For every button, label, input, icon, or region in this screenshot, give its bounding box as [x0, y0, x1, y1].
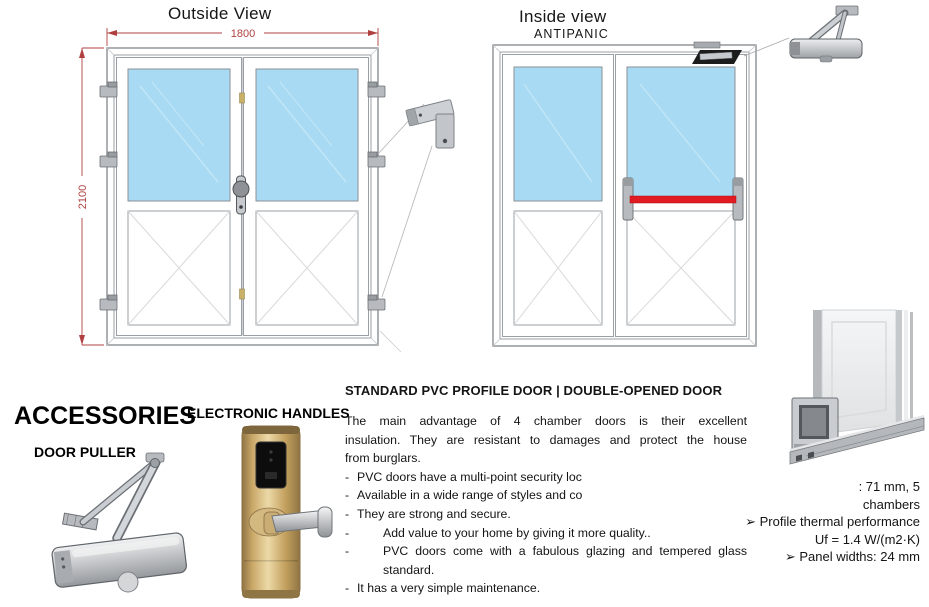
bullet-dash: -	[345, 506, 350, 521]
bullet-text: It has a very simple maintenance.	[357, 581, 541, 596]
bullet-item	[345, 542, 747, 561]
description-heading: STANDARD PVC PROFILE DOOR | DOUBLE-OPENED DOOR	[345, 383, 723, 398]
door-puller-label: DOOR PULLER	[34, 444, 136, 460]
spec-line: chambers	[862, 496, 920, 512]
bullet-text: PVC doors have a multi-point security loc	[357, 469, 582, 484]
door-closer-render	[790, 6, 862, 62]
inside-view-title: Inside view	[519, 7, 607, 26]
bullet-text: Add value to your home by giving it more quality..	[383, 525, 651, 540]
width-dimension-label: 1800	[230, 28, 256, 40]
electronic-handles-label: ELECTRONIC HANDLES	[187, 405, 350, 421]
spec-line: ➢ Profile thermal performance	[745, 514, 920, 530]
bullet-text: They are strong and secure.	[357, 506, 511, 521]
spec-line: : 71 mm, 5	[858, 479, 920, 494]
bullet-item	[345, 486, 747, 505]
accessories-title: ACCESSORIES	[14, 402, 196, 430]
bullet-continuation: standard.	[383, 562, 435, 577]
bullet-text: Available in a wide range of styles and co	[357, 488, 583, 503]
antipanic-label: ANTIPANIC	[534, 27, 609, 41]
bullet-text: PVC doors come with a fabulous glazing and tempered glass	[383, 544, 747, 559]
bullet-dash: -	[345, 488, 350, 503]
bullet-dash: -	[345, 525, 350, 540]
outside-right-leaf	[244, 58, 369, 336]
bullet-dash: -	[345, 544, 350, 559]
paragraph-line: The main advantage of 4 chamber doors is their excellent	[345, 414, 747, 428]
outside-left-leaf	[117, 58, 242, 336]
inside-right-leaf	[616, 55, 747, 337]
spec-line: ➢ Panel widths: 24 mm	[784, 549, 920, 565]
bullet-dash: -	[345, 581, 350, 596]
bullet-item	[345, 524, 747, 543]
inside-left-leaf	[503, 55, 614, 337]
profile-cross-section-image	[786, 306, 929, 476]
bullet-item	[345, 468, 747, 487]
bullet-item	[345, 505, 747, 524]
hinge-render	[379, 99, 454, 352]
outside-view-title: Outside View	[168, 4, 272, 23]
bullet-dash: -	[345, 469, 350, 484]
inside-door-drawing	[493, 38, 789, 346]
paragraph-line: insulation. They are resistant to damages and protect the house	[345, 432, 747, 447]
height-dimension-label: 2100	[77, 184, 89, 210]
specs-block	[700, 478, 920, 566]
outside-door-drawing	[100, 48, 385, 345]
bullet-item	[345, 579, 747, 598]
paragraph-line: from burglars.	[345, 451, 421, 466]
electronic-handle-image	[206, 420, 334, 607]
door-puller-image	[25, 448, 193, 606]
description-block	[345, 383, 747, 598]
spec-line: Uf = 1.4 W/(m2·K)	[814, 531, 920, 547]
